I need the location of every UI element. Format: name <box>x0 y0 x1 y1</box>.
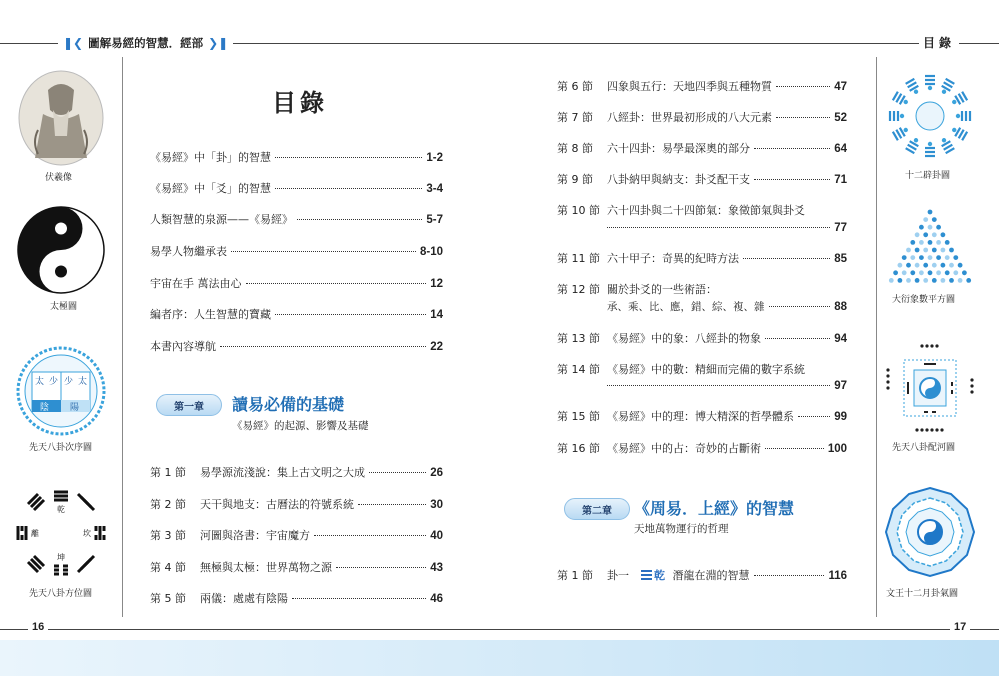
caption-fuxi: 伏羲像 <box>45 173 73 183</box>
toc-entry-page: 26 <box>430 467 443 479</box>
qian-hexagram-icon <box>641 570 652 580</box>
running-header-right: 目錄 <box>919 34 959 51</box>
chapter-1-subtitle: 《易經》的起源、影響及基礎 <box>232 420 369 432</box>
toc-entry-page: 12 <box>430 278 443 290</box>
left-column-divider <box>122 57 123 617</box>
dayan-dot <box>898 263 903 268</box>
dayan-dot <box>941 248 946 253</box>
dayan-dot <box>932 263 937 268</box>
dayan-dot <box>889 278 894 283</box>
toc-entry-page: 43 <box>430 562 443 574</box>
dayan-dot <box>919 225 924 230</box>
leader-dots <box>220 346 426 347</box>
leader-dots <box>765 338 830 339</box>
toc-entry-label: 四象與五行：天地四季與五種物質 <box>607 80 772 93</box>
hexagram-dot <box>914 90 918 94</box>
toc-entry-page-line[interactable] <box>607 221 847 235</box>
hexagram-dot <box>914 138 918 142</box>
caption-xiantian-order: 先天八卦次序圖 <box>29 443 93 453</box>
hexagram-dot <box>900 114 904 118</box>
order-chart-label: 少 <box>49 377 59 387</box>
section-number: 第 5 節 <box>150 592 186 605</box>
dayan-dot <box>923 232 928 237</box>
toc-entry-page: 116 <box>828 570 847 582</box>
toc-entry[interactable] <box>150 308 443 322</box>
leader-dots <box>275 157 422 158</box>
dayan-dot <box>932 248 937 253</box>
dayan-dot <box>945 270 950 275</box>
caption-hetu: 先天八卦配河圖 <box>892 443 956 453</box>
section-number: 第 4 節 <box>150 561 186 574</box>
toc-entry-page-line[interactable] <box>607 379 847 393</box>
section-number: 第 1 節 <box>557 569 593 582</box>
dayan-dot <box>915 278 920 283</box>
dayan-dot <box>902 255 907 260</box>
position-chart-label: 坤 <box>57 553 65 562</box>
leader-dots <box>292 598 426 599</box>
dayan-dot <box>953 255 958 260</box>
toc-entry-page: 99 <box>834 411 847 423</box>
toc-entry-label: 八經卦：世界最初形成的八大元素 <box>607 111 772 124</box>
toc-entry[interactable] <box>150 151 443 165</box>
dayan-dot <box>923 278 928 283</box>
dayan-dot <box>910 240 915 245</box>
leader-dots <box>607 227 830 228</box>
dayan-dot <box>919 240 924 245</box>
toc-entry-label: 河圖與洛書：宇宙魔方 <box>200 529 310 542</box>
leader-dots <box>358 504 426 505</box>
wenwang-twelve-month-diagram <box>884 486 976 582</box>
leader-dots <box>336 567 426 568</box>
section-number: 第 15 節 <box>557 410 600 423</box>
order-chart-label: 太 <box>35 377 45 387</box>
toc-title: 目錄 <box>272 88 328 117</box>
toc-entry-label: 易學源流淺說：集上古文明之大成 <box>200 466 365 479</box>
toc-entry[interactable] <box>557 569 847 583</box>
dayan-dot <box>893 270 898 275</box>
dayan-dot <box>928 255 933 260</box>
toc-entry-label-continued: 承、乘、比、應，錯、綜、複、雜 <box>607 301 765 313</box>
leader-dots <box>776 117 830 118</box>
toc-entry[interactable] <box>150 498 443 512</box>
caption-taiji: 太極圖 <box>50 302 78 312</box>
section-number: 第 9 節 <box>557 173 593 186</box>
toc-entry-label: 無極與太極：世界萬物之源 <box>200 561 332 574</box>
toc-entry-label: 編者序：人生智慧的寶藏 <box>150 308 271 321</box>
section-number: 第 14 節 <box>557 363 600 376</box>
leader-dots <box>297 219 422 220</box>
order-chart-label: 陽 <box>70 403 80 413</box>
toc-entry-page: 14 <box>430 309 443 321</box>
toc-entry-page: 3-4 <box>426 183 443 195</box>
hexagram-dot <box>942 90 946 94</box>
leader-dots <box>754 148 830 149</box>
toc-entry-label: 天干與地支：古曆法的符號系統 <box>200 498 354 511</box>
dayan-dot <box>923 217 928 222</box>
dayan-dot <box>906 248 911 253</box>
toc-entry[interactable] <box>557 173 847 187</box>
leader-dots <box>776 86 830 87</box>
dayan-dot <box>902 270 907 275</box>
section-number: 第 12 節 <box>557 283 600 296</box>
section-number: 第 13 節 <box>557 332 600 345</box>
toc-entry[interactable] <box>557 142 847 156</box>
toc-entry[interactable] <box>150 561 443 575</box>
hexagram-dot <box>952 128 956 132</box>
toc-entry[interactable] <box>150 277 443 291</box>
leader-dots <box>765 448 824 449</box>
toc-entry-label: 《易經》中「卦」的智慧 <box>150 151 271 164</box>
toc-entry-page: 97 <box>834 380 847 392</box>
dayan-dot <box>941 232 946 237</box>
leader-dots <box>743 258 830 259</box>
caption-wenwang-twelve-month: 文王十二月卦氣圖 <box>886 589 959 599</box>
dayan-dot <box>928 240 933 245</box>
toc-entry[interactable] <box>557 410 847 424</box>
toc-entry-page: 30 <box>430 499 443 511</box>
toc-entry-page: 5-7 <box>426 214 443 226</box>
dayan-dot <box>936 225 941 230</box>
toc-entry-page: 22 <box>430 341 443 353</box>
caption-twelve-bigua: 十二辟卦圖 <box>905 171 951 181</box>
dayan-dot <box>945 240 950 245</box>
toc-entry-label: 關於卦爻的一些術語： <box>607 283 717 296</box>
toc-entry-label: 本書內容導航 <box>150 340 216 353</box>
hexagram-dot <box>956 114 960 118</box>
toc-entry-label: 六十四卦：易學最深奧的部分 <box>607 142 750 155</box>
hexagram-dot <box>928 86 932 90</box>
leader-dots <box>798 416 830 417</box>
chapter-2-subtitle: 天地萬物運行的哲理 <box>634 523 729 535</box>
dayan-dot <box>915 232 920 237</box>
toc-entry[interactable] <box>150 245 443 259</box>
dayan-dot <box>936 240 941 245</box>
leader-dots <box>607 385 830 386</box>
dayan-dot <box>949 278 954 283</box>
toc-entry-page: 1-2 <box>426 152 443 164</box>
toc-entry-page: 100 <box>827 443 847 455</box>
dayan-dot <box>923 263 928 268</box>
toc-entry[interactable] <box>557 442 847 456</box>
toc-entry-heading[interactable] <box>557 283 847 297</box>
right-column-divider <box>876 57 877 617</box>
dayan-dot <box>958 278 963 283</box>
toc-entry-page: 94 <box>834 333 847 345</box>
toc-entry-heading[interactable] <box>557 363 847 377</box>
toc-entry-page: 85 <box>834 253 847 265</box>
xiantian-order-diagram <box>16 346 106 440</box>
toc-entry-label: 人類智慧的泉源——《易經》 <box>150 213 293 226</box>
toc-entry-page: 40 <box>430 530 443 542</box>
dayan-dot <box>953 270 958 275</box>
dayan-dot <box>949 248 954 253</box>
hetu-diagram <box>884 340 976 440</box>
toc-entry[interactable] <box>557 80 847 94</box>
leader-dots <box>246 283 427 284</box>
caption-dayan-square: 大衍象數平方圖 <box>892 295 956 305</box>
toc-entry[interactable] <box>150 182 443 196</box>
leader-dots <box>754 575 825 576</box>
dayan-dot <box>923 248 928 253</box>
leader-dots <box>275 314 426 315</box>
hexagram-dot <box>952 100 956 104</box>
leader-dots <box>314 535 426 536</box>
section-number: 第 16 節 <box>557 442 600 455</box>
header-bracket-left: ❚❮ <box>63 36 84 50</box>
dayan-dot <box>919 270 924 275</box>
fuxi-portrait <box>18 70 104 170</box>
toc-entry-page: 64 <box>834 143 847 155</box>
leader-dots <box>769 306 831 307</box>
section-number: 第 3 節 <box>150 529 186 542</box>
toc-entry-label: 宇宙在手 萬法由心 <box>150 277 242 290</box>
caption-xiantian-position: 先天八卦方位圖 <box>29 589 93 599</box>
hexagram-center <box>916 102 944 130</box>
toc-entry-label: 八卦納甲與納支：卦爻配干支 <box>607 173 750 186</box>
footer-rule <box>0 629 999 630</box>
xiantian-position-diagram <box>16 488 106 582</box>
dayan-dot <box>949 263 954 268</box>
section-number: 第 11 節 <box>557 252 600 265</box>
toc-entry-label: 《易經》中的數：精細而完備的數字系統 <box>607 363 805 376</box>
dayan-dot <box>910 255 915 260</box>
gua-name: 乾 <box>654 569 665 582</box>
hexagram-dot <box>928 142 932 146</box>
toc-entry-label: 六十四卦與二十四節氣：象徵節氣與卦爻 <box>607 204 805 217</box>
order-chart-label: 少 <box>64 377 74 387</box>
page-number-right: 17 <box>950 621 970 633</box>
leader-dots <box>275 188 422 189</box>
dayan-dot <box>941 278 946 283</box>
section-number: 第 1 節 <box>150 466 186 479</box>
chapter-1-title[interactable]: 讀易必備的基礎 <box>232 395 345 414</box>
toc-entry-label: 易學人物繼承表 <box>150 245 227 258</box>
dayan-dot <box>915 248 920 253</box>
section-number: 第 7 節 <box>557 111 593 124</box>
dayan-dot <box>928 270 933 275</box>
position-chart-label: 離 <box>31 529 39 538</box>
hexagram-dot <box>904 100 908 104</box>
hexagram-dot <box>904 128 908 132</box>
hexagram-dot <box>942 138 946 142</box>
dayan-dot <box>898 278 903 283</box>
toc-entry[interactable] <box>150 592 443 606</box>
dayan-dot <box>910 270 915 275</box>
leader-dots <box>754 179 830 180</box>
leader-dots <box>231 251 416 252</box>
toc-entry[interactable] <box>557 252 847 266</box>
toc-entry[interactable] <box>150 529 443 543</box>
chapter-1-badge: 第一章 <box>156 394 222 416</box>
dayan-dot <box>932 232 937 237</box>
dayan-dot <box>966 278 971 283</box>
dayan-dot <box>958 263 963 268</box>
toc-entry-label: 《易經》中的理：博大精深的哲學體系 <box>607 410 794 423</box>
section-number: 第 2 節 <box>150 498 186 511</box>
section-number: 第 10 節 <box>557 204 600 217</box>
order-chart-label: 太 <box>78 377 88 387</box>
chapter-2-badge: 第二章 <box>564 498 630 520</box>
toc-entry-page: 8-10 <box>419 246 443 258</box>
position-chart-label: 坎 <box>83 529 91 538</box>
toc-entry-page: 46 <box>430 593 443 605</box>
toc-entry-page: 77 <box>834 222 847 234</box>
chapter-2-title[interactable]: 《周易．上經》的智慧 <box>634 499 795 518</box>
dayan-dot <box>932 217 937 222</box>
section-number: 第 8 節 <box>557 142 593 155</box>
order-chart-label: 陰 <box>40 403 50 413</box>
position-chart-label: 乾 <box>57 505 65 514</box>
toc-entry-label: 《易經》中「爻」的智慧 <box>150 182 271 195</box>
dayan-dot <box>941 263 946 268</box>
section-number: 第 6 節 <box>557 80 593 93</box>
toc-entry[interactable] <box>557 332 847 346</box>
dayan-dot <box>962 270 967 275</box>
dayan-dot <box>928 210 933 215</box>
dayan-dot <box>945 255 950 260</box>
taiji-diagram <box>16 205 106 299</box>
dayan-dot <box>936 270 941 275</box>
leader-dots <box>369 472 426 473</box>
running-header-left <box>58 34 233 52</box>
dayan-dot <box>906 278 911 283</box>
toc-entry[interactable] <box>150 213 443 227</box>
toc-entry-label: 《易經》中的象：八經卦的物象 <box>607 332 761 345</box>
toc-entry-heading[interactable] <box>557 204 847 218</box>
dayan-dot <box>928 225 933 230</box>
toc-entry[interactable] <box>150 466 443 480</box>
toc-entry[interactable] <box>557 111 847 125</box>
toc-entry-page: 88 <box>834 301 847 313</box>
toc-entry-label: 六十甲子：奇異的紀時方法 <box>607 252 739 265</box>
dayan-dot <box>919 255 924 260</box>
twelve-bigua-diagram <box>884 70 976 166</box>
dayan-dot <box>936 255 941 260</box>
page-number-left: 16 <box>28 621 48 633</box>
toc-entry-page: 71 <box>834 174 847 186</box>
toc-entry-label: 潛龍在淵的智慧 <box>672 569 750 582</box>
dayan-dot <box>932 278 937 283</box>
toc-entry-label: 兩儀：處處有陰陽 <box>200 592 288 605</box>
toc-entry-label: 《易經》中的占：奇妙的占斷術 <box>607 442 761 455</box>
book-title: 圖解易經的智慧．經部 <box>88 36 204 50</box>
toc-entry-page: 52 <box>834 112 847 124</box>
header-bracket-right: ❯❚ <box>208 36 229 50</box>
gua-number: 卦一 <box>607 569 629 582</box>
toc-entry-page-line[interactable] <box>607 300 847 314</box>
dayan-dot <box>906 263 911 268</box>
dayan-square-diagram <box>884 206 976 292</box>
dayan-dot <box>915 263 920 268</box>
footer-band <box>0 640 999 676</box>
toc-entry[interactable] <box>150 340 443 354</box>
toc-entry-page: 47 <box>834 81 847 93</box>
